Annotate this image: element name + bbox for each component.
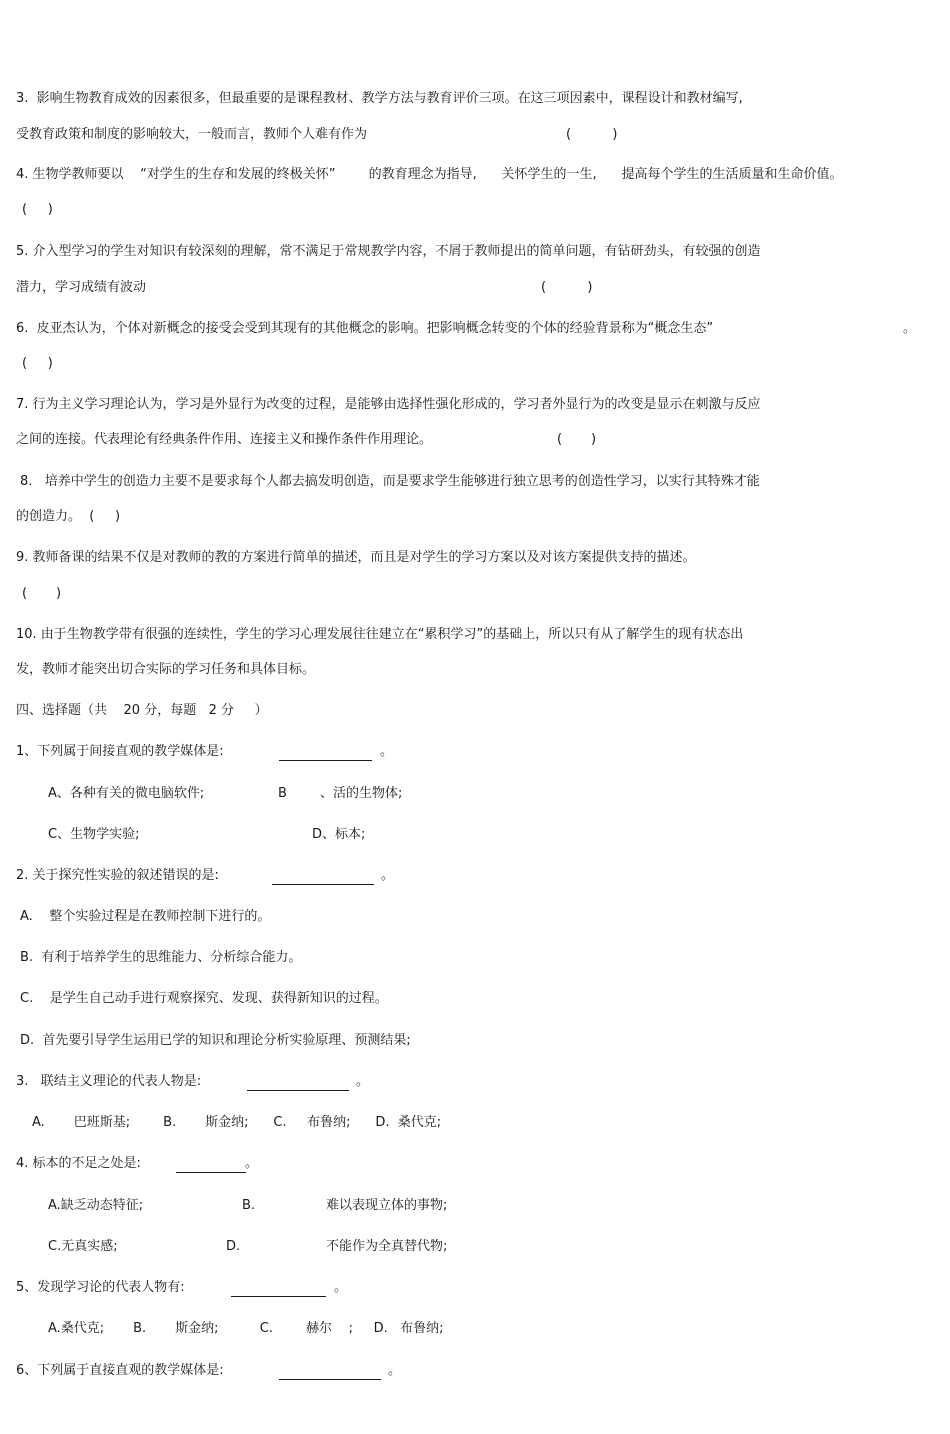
- mc4-option-d-letter: D.: [226, 1239, 241, 1254]
- q9-answer-paren: ( ): [22, 586, 62, 601]
- mc2-option-c: C. 是学生自己动手进行观察探究、发现、获得新知识的过程。: [20, 991, 388, 1006]
- q8-line1: 8. 培养中学生的创造力主要不是要求每个人都去搞发明创造，而是要求学生能够进行独立思考的创造性学习，以实行其特殊才能: [20, 474, 760, 489]
- mc5-answer-blank: [231, 1296, 326, 1297]
- mc4-option-a: A.缺乏动态特征;: [48, 1198, 144, 1213]
- mc5-stem: 5、发现学习论的代表人物有:: [16, 1280, 185, 1295]
- mc6-stem: 6、下列属于直接直观的教学媒体是:: [16, 1363, 224, 1378]
- q3-line2: 受教育政策和制度的影响较大，一般而言，教师个人难有作为: [16, 127, 368, 142]
- q8-line2: 的创造力。 ( ): [16, 509, 121, 524]
- mc1-stem: 1、下列属于间接直观的教学媒体是:: [16, 744, 224, 759]
- q7-line2: 之间的连接。代表理论有经典条件作用、连接主义和操作条件作用理论。: [16, 432, 433, 447]
- q6-period: 。: [903, 321, 917, 336]
- mc3-end: 。: [356, 1074, 370, 1089]
- mc4-option-c: C.无真实感;: [48, 1239, 118, 1254]
- q4-answer-paren: ( ): [22, 202, 53, 217]
- q7-answer-paren: ( ): [557, 432, 597, 447]
- mc1-end: 。: [380, 744, 394, 759]
- mc4-option-d-text: 不能作为全真替代物;: [326, 1239, 448, 1254]
- q3-line1: 3. 影响生物教育成效的因素很多，但最重要的是课程教材、教学方法与教育评价三项。在这三项因素中，课程设计和教材编写,: [16, 91, 743, 106]
- mc2-option-d: D. 首先要引导学生运用已学的知识和理论分析实验原理、预测结果;: [20, 1033, 411, 1048]
- mc1-option-d: D、标本;: [312, 827, 366, 842]
- mc5-end: 。: [334, 1280, 348, 1295]
- mc6-answer-blank: [279, 1379, 381, 1380]
- mc2-answer-blank: [272, 884, 374, 885]
- q3-answer-paren: ( ): [566, 127, 618, 142]
- mc1-answer-blank: [279, 760, 372, 761]
- q4-line1: 4. 生物学教师要以 “对学生的生存和发展的终极关怀” 的教育理念为指导, 关怀学生的一生, 提高每个学生的生活质量和生命价值。: [16, 167, 843, 182]
- q5-line1: 5. 介入型学习的学生对知识有较深刻的理解，常不满足于常规教学内容，不屑于教师提出的简单问题，有钻研劲头，有较强的创造: [16, 244, 761, 259]
- mc1-option-b: B 、活的生物体;: [278, 786, 403, 801]
- mc5-options: A.桑代克; B. 斯金纳; C. 赫尔 ; D. 布鲁纳;: [48, 1321, 444, 1336]
- mc1-option-a: A、各种有关的微电脑软件;: [48, 786, 205, 801]
- q9-line1: 9. 教师备课的结果不仅是对教师的教的方案进行简单的描述，而且是对学生的学习方案以及对该方案提供支持的描述。: [16, 550, 696, 565]
- mc2-option-a: A. 整个实验过程是在教师控制下进行的。: [20, 909, 271, 924]
- mc1-option-c: C、生物学实验;: [48, 827, 140, 842]
- mc2-end: 。: [381, 868, 395, 883]
- mc4-answer-blank: [176, 1172, 246, 1173]
- mc3-answer-blank: [247, 1090, 349, 1091]
- mc2-stem: 2. 关于探究性实验的叙述错误的是:: [16, 868, 219, 883]
- q6-line1: 6. 皮亚杰认为，个体对新概念的接受会受到其现有的其他概念的影响。把影响概念转变的个体的经验背景称为“概念生态”: [16, 321, 714, 336]
- mc4-option-b-text: 难以表现立体的事物;: [326, 1198, 448, 1213]
- mc4-stem: 4. 标本的不足之处是:: [16, 1156, 141, 1171]
- mc2-option-b: B. 有利于培养学生的思维能力、分析综合能力。: [20, 950, 302, 965]
- mc6-end: 。: [388, 1363, 402, 1378]
- q5-line2: 潜力，学习成绩有波动: [16, 280, 147, 295]
- mc3-options: A. 巴班斯基; B. 斯金纳; C. 布鲁纳; D. 桑代克;: [32, 1115, 442, 1130]
- q7-line1: 7. 行为主义学习理论认为，学习是外显行为改变的过程，是能够由选择性强化形成的，学习者外显行为的改变是显示在刺激与反应: [16, 397, 761, 412]
- q5-answer-paren: ( ): [541, 280, 593, 295]
- mc4-option-b-letter: B.: [242, 1198, 256, 1213]
- q10-line2: 发，教师才能突出切合实际的学习任务和具体目标。: [16, 662, 316, 677]
- q6-answer-paren: ( ): [22, 356, 53, 371]
- q10-line1: 10. 由于生物教学带有很强的连续性，学生的学习心理发展往往建立在“累积学习”的基础上，所以只有从了解学生的现有状态出: [16, 627, 744, 642]
- mc3-stem: 3. 联结主义理论的代表人物是:: [16, 1074, 202, 1089]
- section4-heading: 四、选择题（共 20 分，每题 2 分 ）: [16, 703, 268, 718]
- mc4-end: 。: [245, 1156, 259, 1171]
